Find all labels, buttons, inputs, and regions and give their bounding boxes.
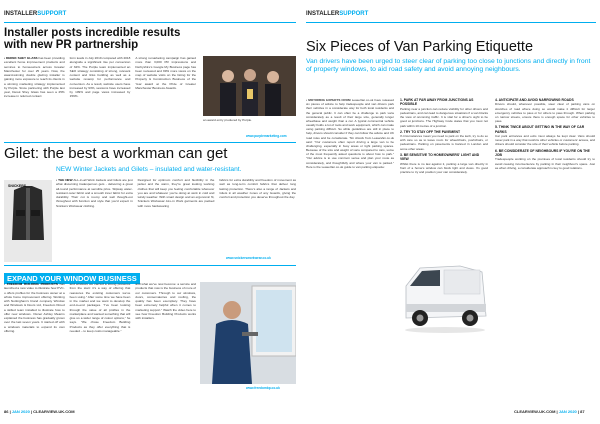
van-image — [400, 246, 490, 346]
section-header — [306, 11, 368, 20]
section-header — [4, 11, 66, 20]
header-support: SUPPORT — [339, 11, 369, 17]
right-page — [300, 0, 600, 424]
article-gilet-body — [56, 178, 296, 208]
issue-date: JAN 2020 — [11, 409, 30, 414]
footer-left — [4, 409, 75, 414]
header-support: SUPPORT — [37, 11, 67, 17]
article-text: A strong remarketing campaign has gained more than 3,000 PR impressions and Derbyshire's Google My Business page has been reviewed and 99% more views on the map of website visits on the listing for the Property & Construction Business of the Year award at the Pride of Greater Manchester Business Awards. — [135, 56, 197, 90]
article-col — [219, 178, 296, 208]
article-headline: Six Pieces of Van Parking Etiquette — [306, 39, 534, 55]
award-photo-image — [203, 56, 296, 116]
tip-heading: 6. BE CONSIDERATE OF NEIGHBOURS IF YOU'RE ON THE JOB — [495, 148, 590, 158]
site-name: CLEARVIEW-UK.COM — [33, 409, 75, 414]
tip-text: If circumstances mean you need to park on the kerb, try to do so with care so as to leave room for wheelchairs, pushchairs, or pedestrians. Parking on pavements is banned in London and some other areas. — [400, 134, 488, 151]
footer-separator: | — [8, 409, 12, 414]
article-col — [135, 56, 196, 99]
article-headline: Installer posts incredible results with new PR partnership — [4, 27, 181, 52]
divider — [4, 142, 296, 143]
page-number: 86 — [4, 409, 9, 414]
article-col — [56, 178, 133, 208]
article-window-body — [4, 282, 196, 333]
article-gilet-subhead — [56, 166, 296, 173]
site-name: CLEARVIEW-UK.COM — [514, 409, 556, 414]
tip-heading: 1. PARK AT FAR AWAY FROM JUNCTIONS AS POSSIBLE — [400, 98, 474, 107]
page-number: 87 — [580, 409, 585, 414]
snickers-url[interactable]: www.snickersworkwear.co.uk — [226, 256, 271, 260]
tip-heading: 4. ANTICIPATE AND AVOID NARROWING ROADS — [495, 98, 574, 102]
tip-text: Whilst there is no law against it, parking a large van directly in front of a home's window can block light and views. It's good practice to try and position your van considerately. — [400, 161, 488, 174]
article-col — [4, 56, 65, 99]
van-photo — [400, 246, 490, 346]
article-text: has launched a new video to illustrate how PVC-u offers profiles for the business owner at a whole home improvement offering. Working with Nottingham's brand company Window and Windows & Doors Ltd, Freedom filmed a skilled team installed to illustrate how to offer new windows. Owner Ashley Mearns explained the business has gradually grown over the last seven years. It started off with a windows materials to expand its own offering. — [4, 282, 65, 333]
award-photo — [203, 56, 296, 116]
tip-text: Parking near a junction can reduce visibility for other drivers and pedestrians, and can lead to dangerous situations if a van blocks the view of oncoming traffic. It is vital for a driver's sight to be good at junctions. The Highway Code states that you must not park within 10 metres of a junction. — [400, 106, 488, 128]
article-text: ALL-in-all Work Jackets and Gilets are just what discerning tradesperson gets - delivering a great all-round performance at sensible price. Slipway water-resistant outer fabric and a smooth inner fabric for extra durability. Their cut is roomy and well thought-out throughout with function and style that you'd expect in Snickers Workwear clothing. — [56, 178, 133, 208]
installer-photo — [200, 282, 296, 384]
footer-right: CLEARVIEW-UK.COM | JAN 2020 | 87 — [514, 409, 585, 414]
header-installer: INSTALLER — [4, 11, 38, 17]
article-subhead: Van drivers have been urged to steer clear of parking too close to junctions and directly in front of property windows, to aid road safety and avoid annoying neighbours. — [306, 58, 591, 73]
article-text: and what we've now become: a service and products that now is the business of more of our customers. Through to our windows, doors, conservatories and roofing, the quality has been exemplary. They have been extremely helpful when it comes to marketing support." Watch the video here to see how Freedom Building Products works with installers. — [135, 282, 197, 321]
article-col — [138, 178, 215, 208]
article-text: and windows we carried a strong presence from the start: it's a way of offering that reassures the existing customers we've been using." After some time we have been in the market and we want to develop the end-to-end packages. "I've been looking through the value of all profiles in the marketplace and wanted something that will give us a wider range of colour options," he says. "We chose Freedom Building Products as they offer everything that is needed – to keep costs manageable." — [69, 282, 131, 333]
footer-separator: | — [29, 409, 34, 414]
photo-caption — [203, 118, 296, 122]
article-text: form leads in July 2019 compared with 2018 alongside a significant rise per conversion of 34%. The Purple team implemented an SEO strategy consisting of strong, relevant content and links building as well as a website revamp for performance and conversion. As a result, website users have increased by 93%, sessions have increased by 109% and page views increased by 159%. — [69, 56, 131, 99]
article-col — [135, 282, 196, 333]
header-rule — [4, 22, 296, 23]
tip-heading: 3. BE SENSITIVE TO HOMEOWNERS' LIGHT AND VIEW — [400, 152, 480, 162]
header-installer: INSTALLER — [306, 11, 340, 17]
tip-heading: 5. THINK TWICE ABOUT GETTING IN THE WAY OF CAR PARKS — [495, 125, 585, 134]
svg-text:SNICKERS: SNICKERS — [8, 184, 27, 188]
caption-text: an award entry produced by Purple. — [203, 118, 253, 122]
tip-text: Car park entrances and exits must always be kept clear. Vans should never park in a way that restricts other vehicles or customers' access, and drivers should consider the size of their vehicle before parking. — [495, 134, 595, 147]
article-col — [4, 282, 65, 333]
article-col — [70, 282, 131, 333]
gilet-photo — [4, 180, 52, 262]
article-van-etiquette — [306, 40, 596, 73]
tip-heading: 2. TRY TO STAY OFF THE PAVEMENT — [400, 129, 461, 134]
article-col — [70, 56, 131, 99]
article-pr-partnership — [4, 27, 294, 51]
gilet-image — [4, 180, 52, 262]
article-byline: • DEREK SHEY GLASS — [4, 56, 38, 60]
purple-url[interactable]: www.purplemarketing.com — [246, 134, 287, 138]
article-pr-body — [4, 56, 196, 99]
article-text: Designed for optimum comfort and flexibility in the jacket and the warm, they're great looking working clothes that will keep you feeling comfortable wherever you are and whatever you're doing at work in cold and windy weather. With smart design and an ergonomic fit, Snickers Workwear ALL-in Work garments are packed with more hardwearing — [137, 178, 215, 208]
article-byline: • FREEDOM BUILDING PRODUCTS — [4, 282, 58, 286]
divider — [4, 265, 296, 266]
van-tips-col3 — [495, 98, 595, 170]
installer-image — [200, 282, 296, 384]
header-rule — [306, 22, 596, 23]
article-subhead: NEW Winter Jackets and Gilets – insulated and water-resistant. — [56, 166, 242, 173]
article-text: has been providing excellent home improvement products and services to homeowners across Greater Manchester for over 25 years. Now, the award-winning double glazing installer is gaining more exposure to reach its clients in a winning marketing strategy implemented by Purple. Since partnering with Purple last year, Derek Shey Glass has seen a 25% increase in referred contact — [4, 56, 65, 99]
article-text: LeaseVan.co.uk have released six pieces of advice to help tradespeople and van drivers park their vehicles in a considerate way for both local residents and the general public. It can often be a challenge to park vans considerately as a result of their large size, generally longer wheelbase and weight than a car. A typical commercial vehicle usually holds a lot of tools and work equipment, which can make using parking difficult. So while guidelines are still in place to help, drivers should consider if they can follow the advice and UK road rules and be considerate. Tim Alcock from LeaseVan.co.uk said: "Our customers often report driving a large van to be challenging, especially in busy areas or tight parking spaces. Because of the size and weight of vans compared to cars, some of the most frequently asked questions is about how to park." "Our advice is to use common sense and plan your route as considerately, and thoughtfully and where your van is parked." Here is the LeaseVan.co.uk guide to van parking etiquette: — [306, 98, 394, 169]
article-gilet — [4, 146, 294, 162]
article-byline: • THE NEW — [56, 178, 73, 182]
box-title: EXPAND YOUR WINDOW BUSINESS — [4, 273, 140, 284]
van-tips-col2 — [400, 98, 488, 174]
van-intro — [306, 98, 394, 169]
article-text: fabrics for extra durability and freedom of movement as well as long-term comfort fabrics that deliver long lasting protection. There's also a range of Jackets and Gilets in all weather zones of any Guards, giving the comfort and protection you deserve throughout the day. — [219, 178, 297, 200]
tip-text: Drivers should, whenever possible, steer clear of parking vans on stretches of road where doing so would make it difficult for larger emergency vehicles to pass or for others to pass through. When parking on narrow streets, ensure there is enough space for other vehicles to pass. — [495, 102, 595, 124]
issue-date: JAN 2020 — [558, 409, 577, 414]
freedom-url[interactable]: www.freedombp.co.uk — [246, 386, 280, 390]
article-byline: • MOTORING EXPERTS FROM — [306, 98, 351, 102]
tip-text: Tradespeople working on the premises of local residents should try to avoid causing inconvenience by parking in their neighbour's space. Just as when driving, a considerate approach is key to good relations. — [495, 157, 595, 170]
article-headline: Gilet: the best a workman can get — [4, 145, 228, 162]
